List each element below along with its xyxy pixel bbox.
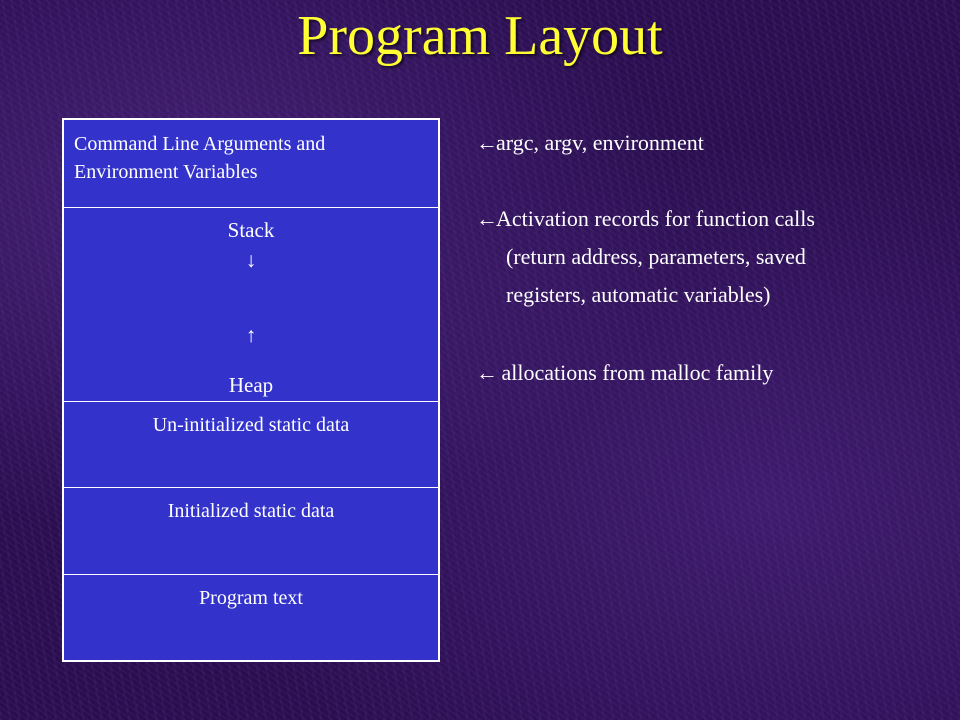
slide-title: Program Layout <box>297 5 663 67</box>
note-heap <box>476 354 946 392</box>
segment-stack-label: Stack <box>227 218 275 242</box>
segment-program-text <box>64 575 438 662</box>
segment-uninitialized-data <box>64 402 438 488</box>
segment-text-label: Program text <box>199 587 303 609</box>
segment-command-line-args <box>64 120 438 208</box>
left-arrow-icon: ← <box>476 130 498 155</box>
memory-layout-diagram <box>62 118 440 662</box>
note-stack <box>476 200 946 314</box>
segment-uninit-label: Un-initialized static data <box>152 414 350 436</box>
note-args-text: argc, argv, environment <box>496 130 704 155</box>
segment-init-label: Initialized static data <box>167 500 335 522</box>
stack-down-arrow-icon: ↓ <box>245 248 257 272</box>
segment-stack-heap <box>64 208 438 402</box>
segment-args-label: Command Line Arguments and Environment Variables <box>74 133 326 183</box>
left-arrow-icon: ← <box>476 206 498 231</box>
segment-heap-label: Heap <box>228 373 274 397</box>
heap-up-arrow-icon: ↑ <box>245 323 257 347</box>
segment-initialized-data <box>64 488 438 575</box>
note-stack-text-line1: Activation records for function calls <box>496 206 815 231</box>
note-args <box>476 124 946 162</box>
note-heap-text: allocations from malloc family <box>496 360 774 385</box>
note-stack-text-line3: registers, automatic variables) <box>506 282 771 307</box>
left-arrow-icon: ← <box>476 360 498 385</box>
note-stack-text-line2: (return address, parameters, saved <box>506 244 806 269</box>
